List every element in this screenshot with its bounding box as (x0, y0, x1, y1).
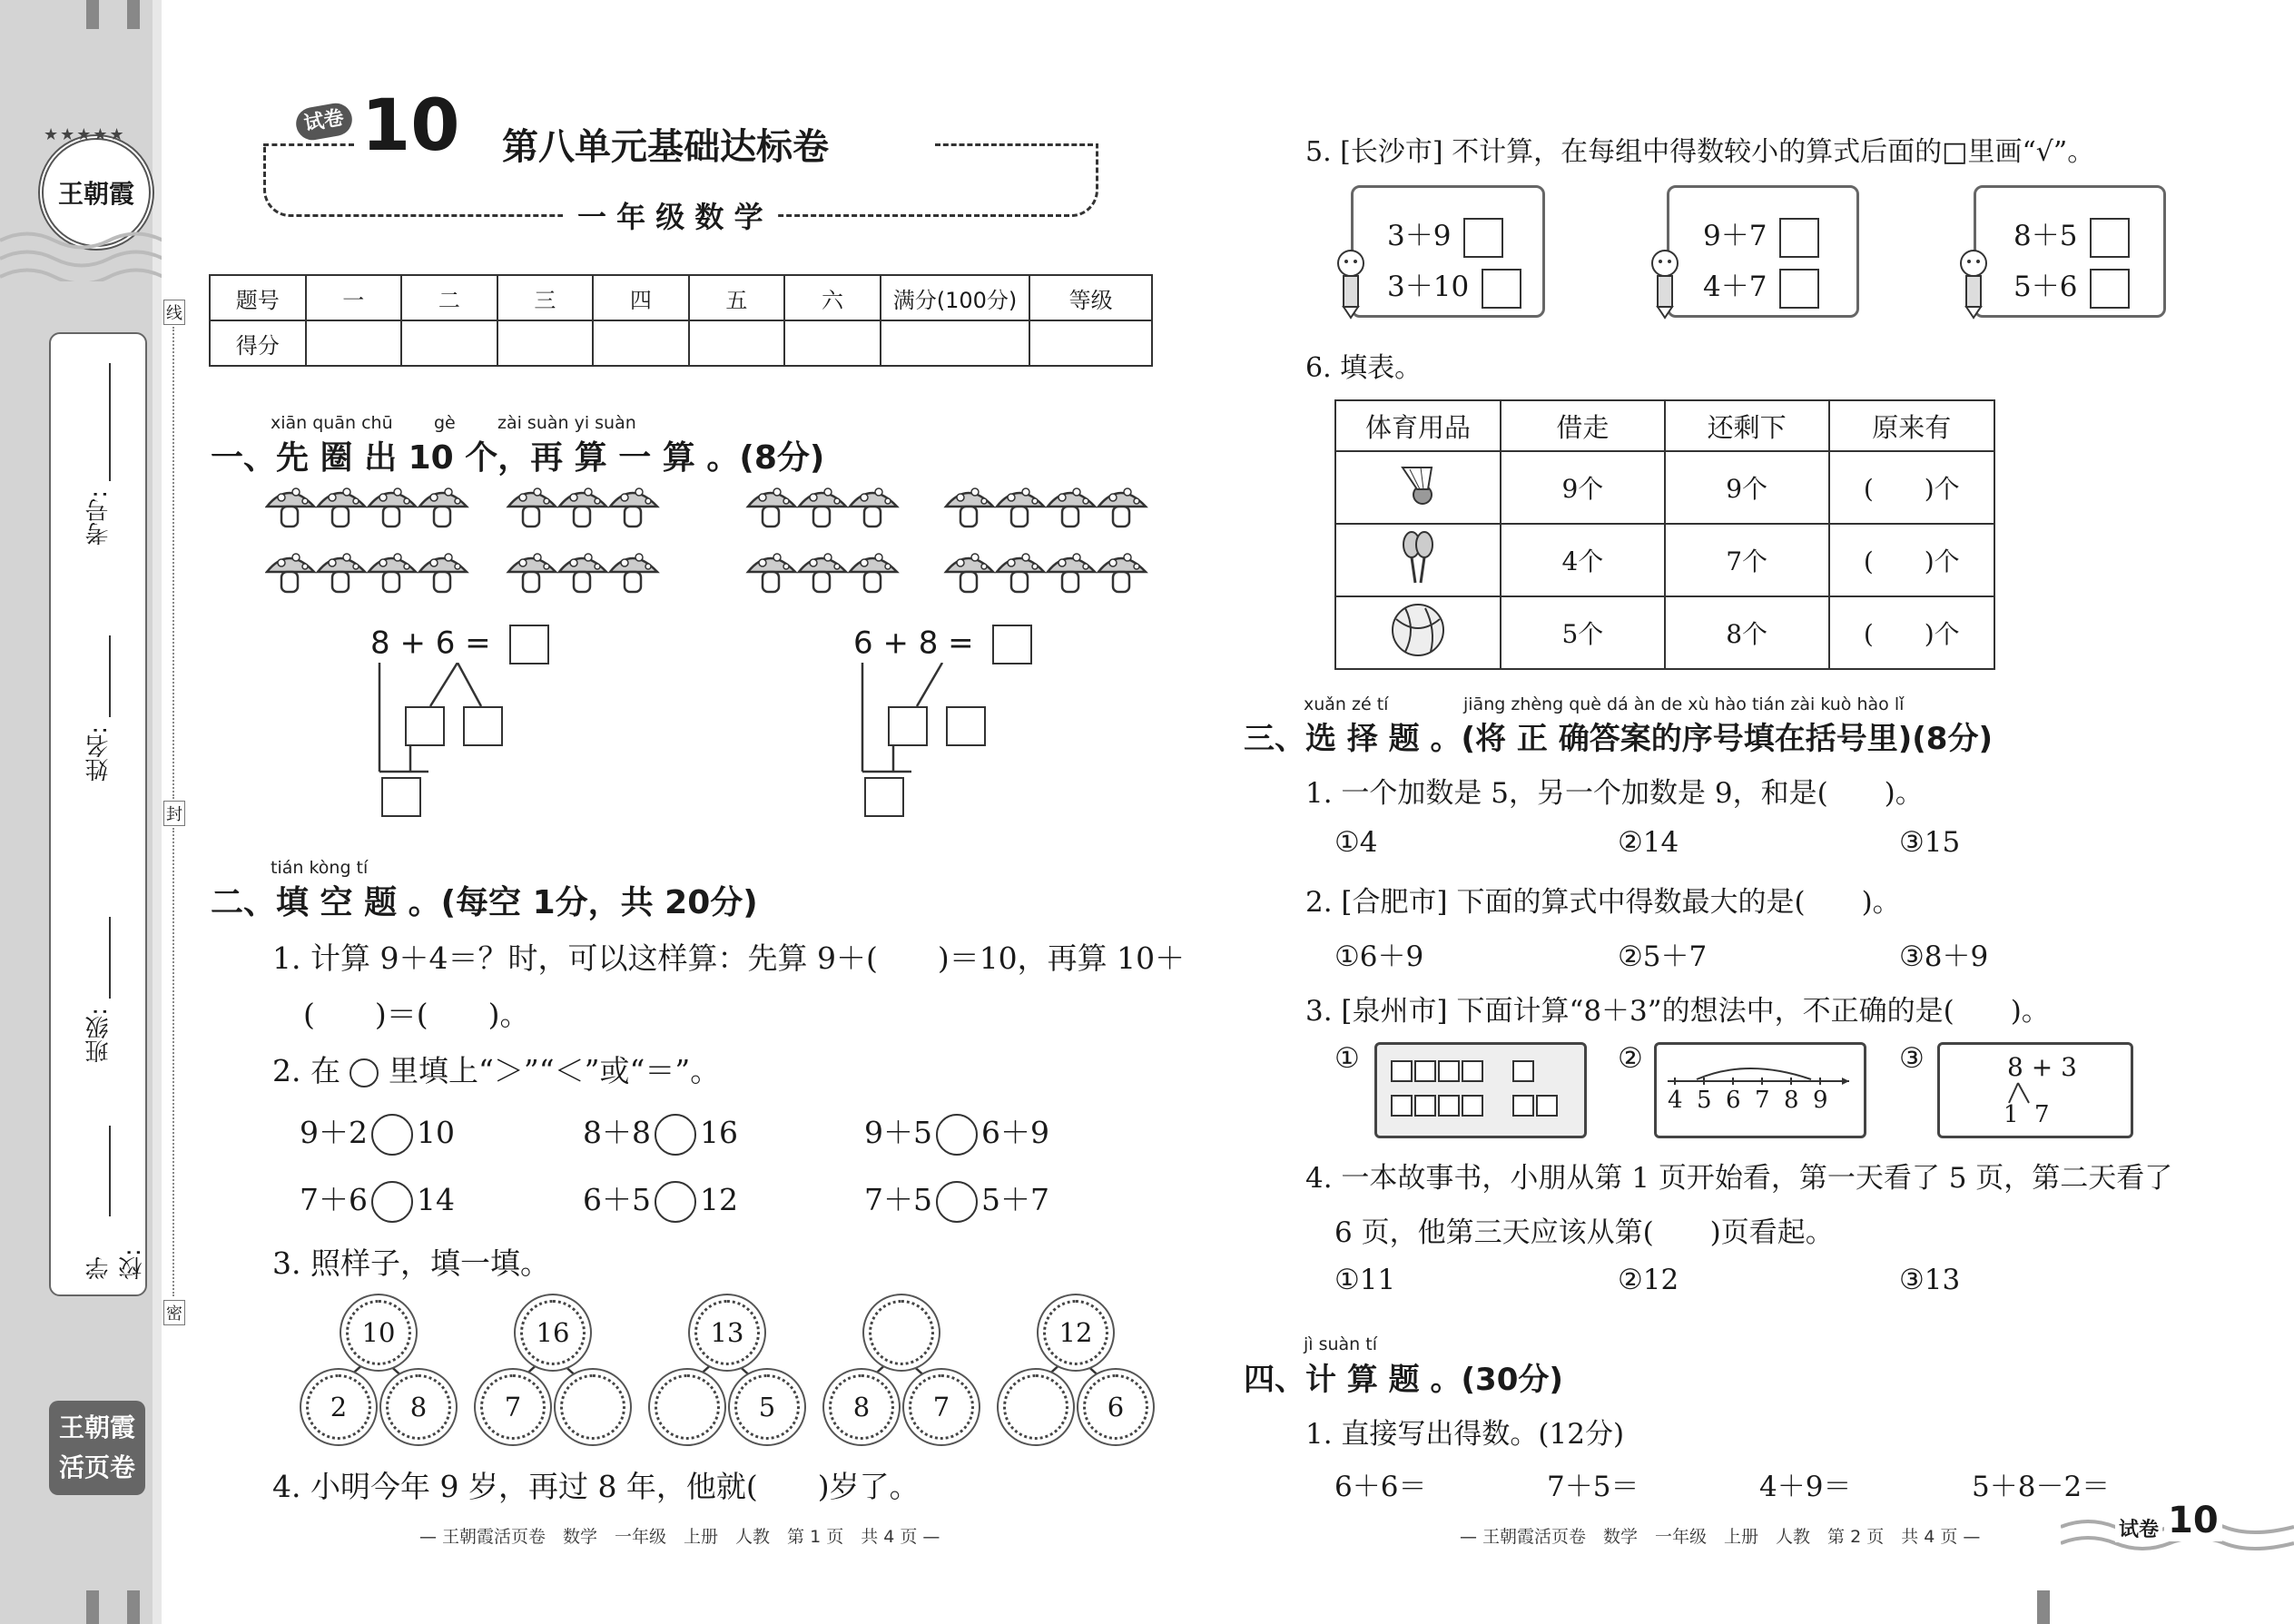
circle-icon (350, 1058, 379, 1088)
compare-circle[interactable] (371, 1114, 413, 1156)
check-box[interactable] (1779, 218, 1819, 258)
fill-cell: 9个 (1665, 451, 1829, 524)
pencil-character-icon (1641, 247, 1689, 320)
page-title: 第八单元基础达标卷 (502, 126, 829, 168)
fill-header: 还剩下 (1665, 400, 1829, 451)
section1-pinyin: zài suàn yi suàn (497, 413, 636, 433)
badminton-rackets-icon (1335, 524, 1501, 596)
flower-top: 16 (520, 1300, 586, 1365)
calc-item[interactable]: 4＋9＝ (1759, 1471, 1852, 1503)
page-subtitle: 一 年 级 数 学 (563, 194, 778, 236)
score-header-cell: 满分(100分) (881, 275, 1030, 320)
fill-cell: 9个 (1501, 451, 1665, 524)
q5-expr (1387, 212, 1503, 258)
numberline-option[interactable] (1654, 1042, 1866, 1138)
binding-label-seal: 封 (163, 801, 185, 826)
s3-q4-line1: 4. 一本故事书，小朋从第 1 页开始看，第一天看了 5 页，第二天看了 (1305, 1162, 2173, 1195)
flower-top: 10 (346, 1300, 411, 1365)
exam-no-label: 考号: (85, 490, 113, 546)
s3-q1-option[interactable]: ②14 (1618, 826, 1679, 859)
answer-box[interactable] (381, 777, 421, 817)
q5-expr (2013, 263, 2130, 309)
pencil-character-icon (1327, 247, 1374, 320)
check-box[interactable] (2090, 218, 2130, 258)
compare-left: 9＋2 (300, 1115, 368, 1150)
calc-item[interactable]: 5＋8－2＝ (1972, 1471, 2111, 1503)
wave-decoration (0, 227, 162, 281)
equation-2 (853, 625, 1032, 664)
compare-right: 16 (700, 1115, 738, 1150)
score-header-cell: 二 (401, 275, 497, 320)
section2-title: 二、填 空 题 。(每空 1分，共 20分) (211, 884, 758, 921)
exam-badge: 试卷 (293, 101, 354, 143)
s2-q2-suffix: 里填上“＞”“＜”或“＝”。 (388, 1053, 721, 1088)
equation-1 (370, 625, 549, 664)
q5-expr-text: 3＋9 (1387, 220, 1452, 252)
cubes-option[interactable] (1374, 1042, 1587, 1138)
section1-pinyin: xiān quān chū (271, 413, 393, 433)
compare-right: 12 (700, 1182, 738, 1217)
numberline-label: 6 (1726, 1087, 1741, 1114)
q5-expr (1703, 263, 1819, 309)
flower-right: 7 (909, 1374, 974, 1440)
exam-no-field[interactable] (74, 363, 116, 572)
corner-badge-label: 试卷 (2115, 1514, 2162, 1542)
calc-item[interactable]: 7＋5＝ (1547, 1471, 1639, 1503)
fill-header: 体育用品 (1335, 400, 1501, 451)
fill-answer[interactable]: ( )个 (1829, 451, 1994, 524)
flower-top: 12 (1043, 1300, 1108, 1365)
s3-q2-option[interactable]: ①6＋9 (1334, 940, 1424, 973)
answer-box[interactable] (992, 625, 1032, 664)
compare-left: 7＋6 (300, 1182, 368, 1217)
fill-cell: 8个 (1665, 596, 1829, 669)
mushroom-group (265, 483, 1173, 605)
top-marks (86, 0, 99, 29)
fill-table (1334, 399, 1995, 670)
score-input[interactable] (1029, 320, 1152, 366)
cubes-icon (1377, 1045, 1577, 1132)
compare-circle[interactable] (371, 1181, 413, 1223)
q5-expr-text: 3＋10 (1387, 271, 1470, 303)
answer-box[interactable] (463, 706, 503, 746)
split-b: 7 (2034, 1101, 2050, 1128)
split-lines (1976, 1081, 2085, 1117)
shuttlecock-icon (1335, 451, 1501, 524)
name-label: 姓名: (85, 726, 113, 782)
flower-right: 5 (734, 1374, 800, 1440)
q5-expr (2013, 212, 2130, 258)
fill-cell: 4个 (1501, 524, 1665, 596)
fill-answer[interactable]: ( )个 (1829, 524, 1994, 596)
logo-stars: ★★★★★ (44, 125, 126, 144)
compare-item (300, 1109, 455, 1156)
flower-right[interactable] (560, 1374, 625, 1440)
s2-q2-prefix: 2. 在 (272, 1053, 340, 1088)
score-header-cell: 五 (689, 275, 785, 320)
s3-q1-option[interactable]: ③15 (1899, 826, 1961, 859)
brand-badge-line1: 王朝霞 (58, 1412, 135, 1442)
ball-icon (1335, 596, 1501, 669)
s3-q4-option[interactable]: ①11 (1334, 1264, 1396, 1296)
score-row-label: 得分 (210, 320, 306, 366)
q5-text: 5. [长沙市] 不计算，在每组中得数较小的算式后面的□里画“√”。 (1305, 136, 2095, 168)
brand-badge-line2: 活页卷 (58, 1452, 135, 1482)
score-input[interactable] (497, 320, 594, 366)
numberline-label: 4 (1668, 1087, 1683, 1114)
compare-left: 9＋5 (864, 1115, 932, 1150)
s3-q3: 3. [泉州市] 下面计算“8＋3”的想法中，不正确的是( )。 (1305, 995, 2050, 1028)
score-input[interactable] (784, 320, 881, 366)
s2-q1-line2: ( )＝( )。 (303, 997, 530, 1032)
s2-q4: 4. 小明今年 9 岁，再过 8 年，他就( )岁了。 (272, 1469, 920, 1504)
score-table (209, 274, 1153, 367)
q5-expr-text: 8＋5 (2013, 220, 2078, 252)
flower-left[interactable] (655, 1374, 720, 1440)
check-box[interactable] (1463, 218, 1503, 258)
s2-q3: 3. 照样子，填一填。 (272, 1245, 550, 1281)
score-input[interactable] (689, 320, 785, 366)
score-input[interactable] (881, 320, 1030, 366)
flower-left[interactable] (1003, 1374, 1068, 1440)
section3-pinyin: jiāng zhèng què dá àn de xù hào tián zài kuò hào lǐ (1463, 694, 1905, 714)
numberline-label: 7 (1755, 1087, 1770, 1114)
fill-header: 借走 (1501, 400, 1665, 451)
compare-left: 6＋5 (583, 1182, 651, 1217)
compare-circle[interactable] (936, 1114, 978, 1156)
flower-right: 8 (386, 1374, 451, 1440)
bottom-marks (86, 1590, 99, 1624)
score-header-cell: 四 (593, 275, 689, 320)
flower-left: 7 (480, 1374, 546, 1440)
s3-q2: 2. [合肥市] 下面的算式中得数最大的是( )。 (1305, 886, 1901, 919)
section1-title: 一、先 圈 出 10 个，再 算 一 算 。(8分) (211, 439, 825, 477)
equation-1-text: 8 + 6 = (370, 625, 491, 662)
class-field[interactable] (74, 917, 116, 1071)
q5-expr (1387, 263, 1521, 309)
s3-q4-option[interactable]: ②12 (1618, 1264, 1679, 1296)
q6-text: 6. 填表。 (1305, 352, 1423, 384)
s3-q2-option[interactable]: ③8＋9 (1899, 940, 1989, 973)
compare-left: 7＋5 (864, 1182, 932, 1217)
compare-item (864, 1109, 1049, 1156)
compare-circle[interactable] (936, 1181, 978, 1223)
corner-badge-number: 10 (2164, 1500, 2222, 1541)
compare-item (583, 1109, 738, 1156)
calc-item[interactable]: 6＋6＝ (1334, 1471, 1427, 1503)
compare-right: 5＋7 (981, 1182, 1049, 1217)
score-header-cell: 六 (784, 275, 881, 320)
q5-expr (1703, 212, 1819, 258)
school-label: 学校: (85, 1248, 146, 1280)
answer-box[interactable] (405, 706, 445, 746)
answer-box[interactable] (888, 706, 928, 746)
split-expr: 8 + 3 (2007, 1052, 2077, 1082)
exam-number: 10 (361, 85, 460, 167)
name-field[interactable] (74, 635, 116, 826)
numberline-label: 8 (1784, 1087, 1799, 1114)
compare-item (864, 1176, 1049, 1223)
check-box[interactable] (2090, 269, 2130, 309)
fill-cell: 5个 (1501, 596, 1665, 669)
flower-top[interactable] (869, 1300, 934, 1365)
s3-q2-option[interactable]: ②5＋7 (1618, 940, 1708, 973)
s3-q3-mark[interactable]: ③ (1899, 1042, 1925, 1075)
s2-q2 (272, 1048, 720, 1090)
mushroom-icon (267, 488, 1146, 592)
compare-right: 14 (417, 1182, 455, 1217)
fill-header: 原来有 (1829, 400, 1994, 451)
binding-label-line: 线 (163, 300, 185, 325)
s3-q4-option[interactable]: ③13 (1899, 1264, 1961, 1296)
s2-q1-line1: 1. 计算 9＋4＝？时，可以这样算：先算 9＋( )＝10，再算 10＋ (272, 940, 1186, 976)
q5-expr-text: 4＋7 (1703, 271, 1767, 303)
flower-right: 6 (1083, 1374, 1148, 1440)
check-box[interactable] (1779, 269, 1819, 309)
score-header-cell: 题号 (210, 275, 306, 320)
flower-left: 8 (829, 1374, 894, 1440)
compare-circle[interactable] (655, 1181, 696, 1223)
brand-logo-text: 王朝霞 (57, 179, 134, 209)
score-header-cell: 三 (497, 275, 594, 320)
compare-item (583, 1176, 738, 1223)
pencil-character-icon (1950, 247, 1997, 320)
section3-title: 三、选 择 题 。(将 正 确答案的序号填在括号里)(8分) (1244, 721, 1993, 757)
fill-answer[interactable]: ( )个 (1829, 596, 1994, 669)
score-header-cell: 一 (306, 275, 402, 320)
answer-box[interactable] (946, 706, 986, 746)
section4-pinyin: jì suàn tí (1304, 1334, 1377, 1354)
section3-pinyin: xuǎn zé tí (1304, 694, 1389, 714)
split-a: 1 (2004, 1101, 2019, 1128)
equation-2-text: 6 + 8 = (853, 625, 974, 662)
footer-left: — 王朝霞活页卷 数学 一年级 上册 人教 第 1 页 共 4 页 — (419, 1527, 940, 1547)
split-option[interactable] (1937, 1042, 2133, 1138)
s3-q3-mark[interactable]: ① (1334, 1042, 1360, 1075)
compare-circle[interactable] (655, 1114, 696, 1156)
bottom-mark-right (2037, 1590, 2050, 1624)
answer-box[interactable] (864, 777, 904, 817)
section1-pinyin: gè (434, 413, 456, 433)
score-input[interactable] (593, 320, 689, 366)
flower-left: 2 (306, 1374, 371, 1440)
brand-badge (49, 1401, 145, 1495)
check-box[interactable] (1482, 269, 1521, 309)
s3-q1: 1. 一个加数是 5，另一个加数是 9，和是( )。 (1305, 777, 1924, 810)
school-field[interactable] (74, 1126, 146, 1280)
score-input[interactable] (401, 320, 497, 366)
flower-top: 13 (694, 1300, 760, 1365)
score-header-cell: 等级 (1029, 275, 1152, 320)
fill-cell: 7个 (1665, 524, 1829, 596)
s3-q4-line2: 6 页，他第三天应该从第( )页看起。 (1334, 1216, 1834, 1249)
numberline-label: 9 (1813, 1087, 1828, 1114)
score-input[interactable] (306, 320, 402, 366)
numberline-label: 5 (1697, 1087, 1712, 1114)
class-label: 班级: (85, 1008, 113, 1063)
s3-q3-mark[interactable]: ② (1618, 1042, 1643, 1075)
binding-label-secret: 密 (163, 1300, 185, 1325)
footer-right: — 王朝霞活页卷 数学 一年级 上册 人教 第 2 页 共 4 页 — (1460, 1527, 1981, 1547)
compare-item (300, 1176, 455, 1223)
compare-right: 10 (417, 1115, 455, 1150)
s4-q1: 1. 直接写出得数。(12分) (1305, 1418, 1625, 1451)
section4-title: 四、计 算 题 。(30分) (1244, 1362, 1563, 1398)
compare-right: 6＋9 (981, 1115, 1049, 1150)
compare-left: 8＋8 (583, 1115, 651, 1150)
s3-q1-option[interactable]: ①4 (1334, 826, 1378, 859)
q5-expr-text: 5＋6 (2013, 271, 2078, 303)
q5-expr-text: 9＋7 (1703, 220, 1767, 252)
answer-box[interactable] (509, 625, 549, 664)
section2-pinyin: tián kòng tí (271, 858, 369, 878)
